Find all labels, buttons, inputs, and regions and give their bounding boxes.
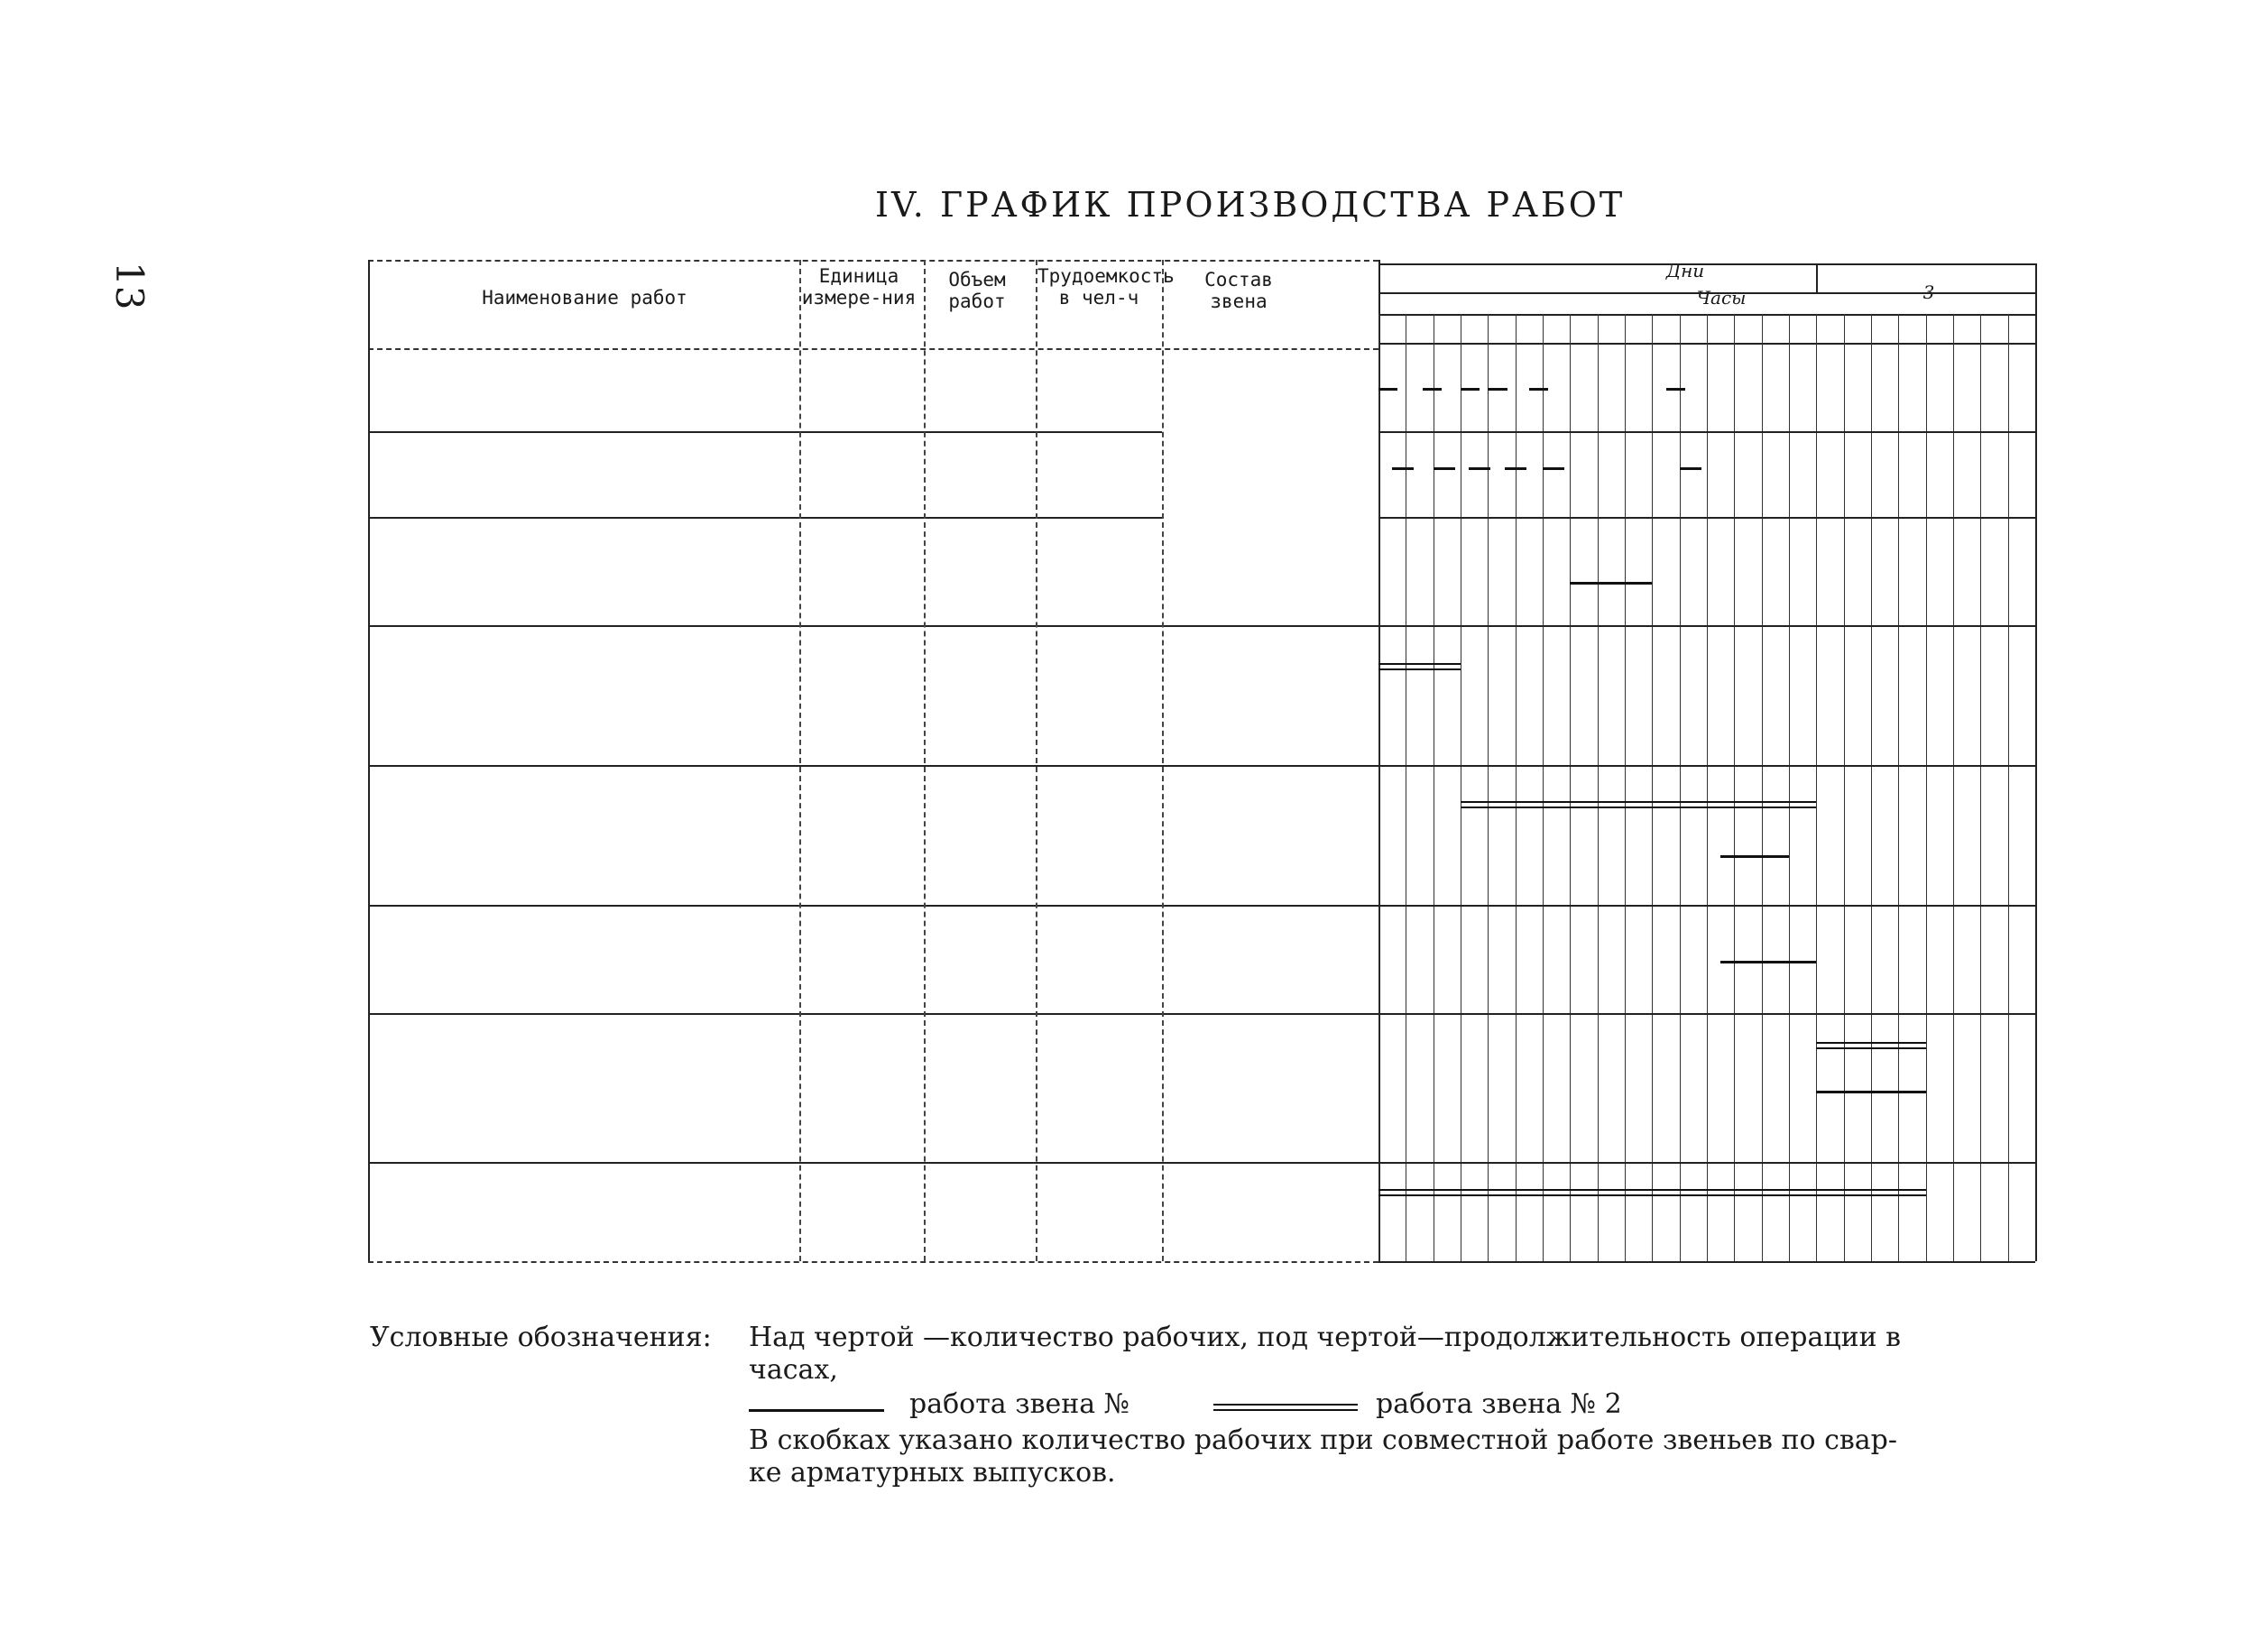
- hour-column-line: [1734, 314, 1735, 1261]
- page-title: IV. ГРАФИК ПРОИЗВОДСТВА РАБОТ: [875, 185, 1626, 225]
- crew1-work-bar: [1469, 467, 1490, 470]
- hour-column-line: [1570, 314, 1571, 1261]
- hour-column-line: [1762, 314, 1763, 1261]
- header-name: Наименование работ: [482, 287, 687, 309]
- crew1-work-bar: [1434, 467, 1455, 470]
- grid-row-line: [1378, 765, 2035, 767]
- grid-row-line: [1378, 905, 2035, 907]
- column-separator: [1036, 260, 1037, 1261]
- crew1-work-bar: [1720, 961, 1816, 963]
- crew2-work-bar: [1816, 1042, 1925, 1049]
- legend-crew2: работа звена № 2: [1376, 1388, 1622, 1420]
- column-separator: [799, 260, 801, 1261]
- column-separator: [1162, 260, 1164, 1261]
- crew1-work-bar: [1720, 855, 1789, 858]
- grid-row-line: [1378, 1261, 2035, 1263]
- hour-column-line: [2008, 314, 2009, 1261]
- crew2-work-bar: [1378, 663, 1461, 670]
- crew1-work-bar: [1392, 467, 1414, 470]
- crew1-work-bar: [1461, 388, 1480, 391]
- row-separator: [368, 765, 1378, 767]
- hour-column-line: [1516, 314, 1517, 1261]
- crew1-work-bar: [1529, 388, 1548, 391]
- hour-column-line: [1652, 314, 1653, 1261]
- header-day3: 3: [1922, 281, 1935, 303]
- legend-crew1: работа звена №: [909, 1388, 1130, 1420]
- legend-line1: Над чертой —количество рабочих, под чертой—продолжительность операции в: [749, 1322, 1902, 1353]
- crew1-work-bar: [1543, 467, 1564, 470]
- schedule-table: [368, 260, 2042, 1263]
- hour-column-line: [1598, 314, 1599, 1261]
- table-bottom-border: [368, 1261, 1378, 1263]
- crew1-work-bar: [1816, 1091, 1925, 1093]
- header-labor: Трудоемкость в чел-ч: [1037, 265, 1175, 309]
- legend-line2: часах,: [749, 1354, 838, 1386]
- legend-line3: В скобках указано количество рабочих при совместной работе звеньев по свар-: [749, 1424, 1897, 1456]
- hour-column-line: [1816, 314, 1817, 1261]
- hour-column-line: [1980, 314, 1981, 1261]
- row-separator: [368, 431, 1162, 433]
- grid-row-line: [1378, 1013, 2035, 1015]
- hour-column-line: [1898, 314, 1899, 1261]
- row-separator: [368, 905, 1378, 907]
- legend-label: Условные обозначения:: [370, 1322, 712, 1353]
- hour-column-line: [1789, 314, 1790, 1261]
- hour-column-line: [1625, 314, 1626, 1261]
- hour-column-line: [1953, 314, 1954, 1261]
- grid-row-line: [1378, 517, 2035, 519]
- grid-row-line: [1378, 625, 2035, 627]
- crew2-work-bar: [1461, 801, 1816, 808]
- hour-column-line: [1871, 314, 1872, 1261]
- page-number: 13: [107, 262, 152, 310]
- table-top-border: [368, 260, 1378, 262]
- column-separator: [924, 260, 926, 1261]
- header-days: Дни: [1665, 260, 1705, 281]
- day-separator: [1816, 263, 1818, 292]
- legend-crew1-line: [749, 1409, 884, 1412]
- hour-column-line: [1707, 314, 1708, 1261]
- header-hours: Часы: [1696, 287, 1747, 309]
- crew2-work-bar: [1378, 1189, 1926, 1196]
- legend-line4: ке арматурных выпусков.: [749, 1457, 1116, 1489]
- grid-row-line: [1378, 431, 2035, 433]
- legend-crew2-line: [1213, 1404, 1358, 1411]
- crew1-work-bar: [1488, 388, 1507, 391]
- hour-column-line: [1680, 314, 1681, 1261]
- crew1-work-bar: [1423, 388, 1442, 391]
- crew1-work-bar: [1378, 388, 1397, 391]
- header-volume: Объем работ: [948, 269, 1006, 312]
- hour-column-line: [1543, 314, 1544, 1261]
- row-separator: [368, 625, 1378, 627]
- row-separator: [368, 517, 1162, 519]
- crew1-work-bar: [1666, 388, 1685, 391]
- grid-row-line: [1378, 1162, 2035, 1164]
- hour-column-line: [1488, 314, 1489, 1261]
- header-crew: Состав звена: [1204, 269, 1273, 312]
- hour-column-line: [1378, 314, 1379, 1261]
- grid-right-border: [2035, 263, 2037, 1261]
- header-unit: Единица измере-ния: [801, 265, 917, 309]
- row-separator: [368, 1162, 1378, 1164]
- hour-column-line: [1844, 314, 1845, 1261]
- crew1-work-bar: [1680, 467, 1701, 470]
- column-separator: [368, 260, 370, 1261]
- crew1-work-bar: [1505, 467, 1526, 470]
- hour-column-line: [1926, 314, 1927, 1261]
- header-bottom-border: [368, 348, 1378, 350]
- row-separator: [368, 1013, 1378, 1015]
- grid-days-line: [1378, 292, 2035, 294]
- grid-top-line: [1378, 263, 2035, 265]
- crew1-work-bar: [1570, 582, 1652, 585]
